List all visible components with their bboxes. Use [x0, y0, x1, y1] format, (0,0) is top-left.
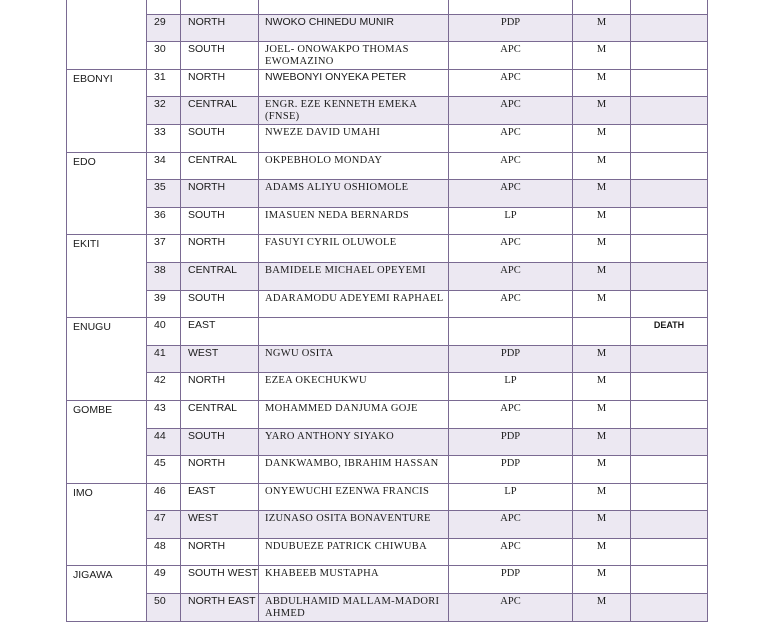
senatorial-number-cell: 50: [147, 594, 181, 622]
senator-name-cell: IZUNASO OSITA BONAVENTURE: [259, 511, 449, 539]
senatorial-number-cell: 34: [147, 152, 181, 180]
district-zone-cell: CENTRAL: [181, 262, 259, 290]
district-zone-cell: NORTH: [181, 69, 259, 97]
district-zone-cell: CENTRAL: [181, 97, 259, 125]
gender-cell: M: [573, 538, 631, 566]
remark-cell: DEATH: [631, 318, 708, 346]
remark-cell: [631, 0, 708, 14]
table-row: [67, 373, 708, 401]
party-cell: APC: [449, 235, 573, 263]
district-zone-cell: NORTH: [181, 180, 259, 208]
party-cell: APC: [449, 400, 573, 428]
district-zone-cell: EAST: [181, 483, 259, 511]
district-zone-cell: SOUTH: [181, 124, 259, 152]
party-cell: APC: [449, 42, 573, 70]
senator-name-cell: OKPEBHOLO MONDAY: [259, 152, 449, 180]
gender-cell: M: [573, 566, 631, 594]
gender-cell: M: [573, 483, 631, 511]
remark-cell: [631, 290, 708, 318]
gender-cell: M: [573, 345, 631, 373]
table-row: [67, 456, 708, 484]
party-cell: PDP: [449, 456, 573, 484]
gender-cell: M: [573, 373, 631, 401]
senatorial-number-cell: 43: [147, 400, 181, 428]
district-zone-cell: SOUTH: [181, 207, 259, 235]
senator-name-cell: NDUBUEZE PATRICK CHIWUBA: [259, 538, 449, 566]
gender-cell: M: [573, 428, 631, 456]
senator-name-cell: ABDULHAMID MALLAM-MADORI AHMED: [259, 594, 449, 622]
party-cell: APC: [449, 97, 573, 125]
senatorial-number-cell: 39: [147, 290, 181, 318]
party-cell: APC: [449, 69, 573, 97]
senatorial-number-cell: 33: [147, 124, 181, 152]
district-zone-cell: SOUTH: [181, 42, 259, 70]
district-zone-cell: CENTRAL: [181, 152, 259, 180]
senator-name-cell: ADARAMODU ADEYEMI RAPHAEL: [259, 290, 449, 318]
senatorial-number-cell: 42: [147, 373, 181, 401]
remark-cell: [631, 345, 708, 373]
gender-cell: M: [573, 262, 631, 290]
table-row: [67, 180, 708, 208]
state-cell: [67, 0, 147, 69]
table-row: [67, 14, 708, 42]
state-cell: GOMBE: [67, 400, 147, 483]
gender-cell: M: [573, 456, 631, 484]
remark-cell: [631, 262, 708, 290]
district-zone-cell: NORTH EAST: [181, 594, 259, 622]
gender-cell: [573, 0, 631, 14]
senator-name-cell: NGWU OSITA: [259, 345, 449, 373]
party-cell: APC: [449, 124, 573, 152]
senator-name-cell: DANKWAMBO, IBRAHIM HASSAN: [259, 456, 449, 484]
senatorial-number-cell: 35: [147, 180, 181, 208]
table-row: [67, 511, 708, 539]
table-row: [67, 594, 708, 622]
district-zone-cell: SOUTH: [181, 428, 259, 456]
senator-name-cell: KHABEEB MUSTAPHA: [259, 566, 449, 594]
senatorial-number-cell: 40: [147, 318, 181, 346]
party-cell: [449, 318, 573, 346]
remark-cell: [631, 456, 708, 484]
state-cell: ENUGU: [67, 318, 147, 401]
table-row: [67, 318, 708, 346]
gender-cell: M: [573, 124, 631, 152]
gender-cell: M: [573, 400, 631, 428]
party-cell: APC: [449, 262, 573, 290]
district-zone-cell: [181, 0, 259, 14]
table-row: [67, 42, 708, 70]
table-row: [67, 97, 708, 125]
gender-cell: M: [573, 235, 631, 263]
party-cell: APC: [449, 290, 573, 318]
senatorial-number-cell: 44: [147, 428, 181, 456]
party-cell: APC: [449, 511, 573, 539]
senator-name-cell: ONYEWUCHI EZENWA FRANCIS: [259, 483, 449, 511]
table-row: [67, 262, 708, 290]
remark-cell: [631, 511, 708, 539]
district-zone-cell: WEST: [181, 511, 259, 539]
state-cell: EDO: [67, 152, 147, 235]
gender-cell: M: [573, 511, 631, 539]
senator-name-cell: ADAMS ALIYU OSHIOMOLE: [259, 180, 449, 208]
senatorial-number-cell: 45: [147, 456, 181, 484]
party-cell: APC: [449, 152, 573, 180]
party-cell: APC: [449, 538, 573, 566]
state-cell: JIGAWA: [67, 566, 147, 621]
senator-name-cell: YARO ANTHONY SIYAKO: [259, 428, 449, 456]
party-cell: LP: [449, 207, 573, 235]
senator-name-cell: BAMIDELE MICHAEL OPEYEMI: [259, 262, 449, 290]
table-row: [67, 124, 708, 152]
party-cell: PDP: [449, 566, 573, 594]
senatorial-number-cell: 46: [147, 483, 181, 511]
senator-name-cell: FASUYI CYRIL OLUWOLE: [259, 235, 449, 263]
remark-cell: [631, 400, 708, 428]
table-row: [67, 290, 708, 318]
remark-cell: [631, 594, 708, 622]
gender-cell: M: [573, 69, 631, 97]
remark-cell: [631, 538, 708, 566]
gender-cell: M: [573, 42, 631, 70]
senator-name-cell: NWEBONYI ONYEKA PETER: [259, 69, 449, 97]
state-cell: IMO: [67, 483, 147, 566]
district-zone-cell: SOUTH: [181, 290, 259, 318]
remark-cell: [631, 69, 708, 97]
gender-cell: M: [573, 180, 631, 208]
remark-cell: [631, 483, 708, 511]
senatorial-number-cell: 30: [147, 42, 181, 70]
gender-cell: M: [573, 594, 631, 622]
party-cell: LP: [449, 483, 573, 511]
party-cell: [449, 0, 573, 14]
senatorial-number-cell: 29: [147, 14, 181, 42]
remark-cell: [631, 428, 708, 456]
remark-cell: [631, 124, 708, 152]
remark-cell: [631, 373, 708, 401]
table-row: [67, 428, 708, 456]
table-row: [67, 152, 708, 180]
senatorial-number-cell: 31: [147, 69, 181, 97]
senatorial-number-cell: 38: [147, 262, 181, 290]
district-zone-cell: WEST: [181, 345, 259, 373]
gender-cell: M: [573, 290, 631, 318]
table-row: [67, 69, 708, 97]
district-zone-cell: NORTH: [181, 14, 259, 42]
senator-name-cell: [259, 318, 449, 346]
table-row: [67, 345, 708, 373]
senatorial-number-cell: 36: [147, 207, 181, 235]
senators-table-body: [67, 0, 708, 621]
party-cell: PDP: [449, 428, 573, 456]
senatorial-number-cell: [147, 0, 181, 14]
senatorial-number-cell: 49: [147, 566, 181, 594]
senatorial-number-cell: 32: [147, 97, 181, 125]
table-row: [67, 235, 708, 263]
senator-name-cell: [259, 0, 449, 14]
district-zone-cell: NORTH: [181, 456, 259, 484]
remark-cell: [631, 97, 708, 125]
remark-cell: [631, 14, 708, 42]
senatorial-number-cell: 47: [147, 511, 181, 539]
senator-name-cell: NWOKO CHINEDU MUNIR: [259, 14, 449, 42]
table-row: [67, 566, 708, 594]
party-cell: PDP: [449, 345, 573, 373]
party-cell: PDP: [449, 14, 573, 42]
gender-cell: M: [573, 97, 631, 125]
table-row: [67, 207, 708, 235]
senatorial-number-cell: 41: [147, 345, 181, 373]
remark-cell: [631, 152, 708, 180]
gender-cell: M: [573, 152, 631, 180]
remark-cell: [631, 235, 708, 263]
district-zone-cell: NORTH: [181, 235, 259, 263]
senatorial-number-cell: 37: [147, 235, 181, 263]
party-cell: LP: [449, 373, 573, 401]
remark-cell: [631, 180, 708, 208]
senator-name-cell: NWEZE DAVID UMAHI: [259, 124, 449, 152]
table-row: [67, 483, 708, 511]
state-cell: EBONYI: [67, 69, 147, 152]
district-zone-cell: EAST: [181, 318, 259, 346]
district-zone-cell: CENTRAL: [181, 400, 259, 428]
senator-name-cell: IMASUEN NEDA BERNARDS: [259, 207, 449, 235]
remark-cell: [631, 566, 708, 594]
senator-name-cell: ENGR. EZE KENNETH EMEKA (FNSE): [259, 97, 449, 125]
party-cell: APC: [449, 594, 573, 622]
gender-cell: M: [573, 207, 631, 235]
gender-cell: M: [573, 14, 631, 42]
senators-table: [66, 0, 708, 622]
remark-cell: [631, 207, 708, 235]
state-cell: EKITI: [67, 235, 147, 318]
senator-name-cell: MOHAMMED DANJUMA GOJE: [259, 400, 449, 428]
senator-name-cell: JOEL- ONOWAKPO THOMAS EWOMAZINO: [259, 42, 449, 70]
remark-cell: [631, 42, 708, 70]
senatorial-number-cell: 48: [147, 538, 181, 566]
district-zone-cell: SOUTH WEST: [181, 566, 259, 594]
party-cell: APC: [449, 180, 573, 208]
table-row: [67, 0, 708, 14]
district-zone-cell: NORTH: [181, 538, 259, 566]
table-row: [67, 538, 708, 566]
gender-cell: [573, 318, 631, 346]
table-row: [67, 400, 708, 428]
senator-name-cell: EZEA OKECHUKWU: [259, 373, 449, 401]
district-zone-cell: NORTH: [181, 373, 259, 401]
